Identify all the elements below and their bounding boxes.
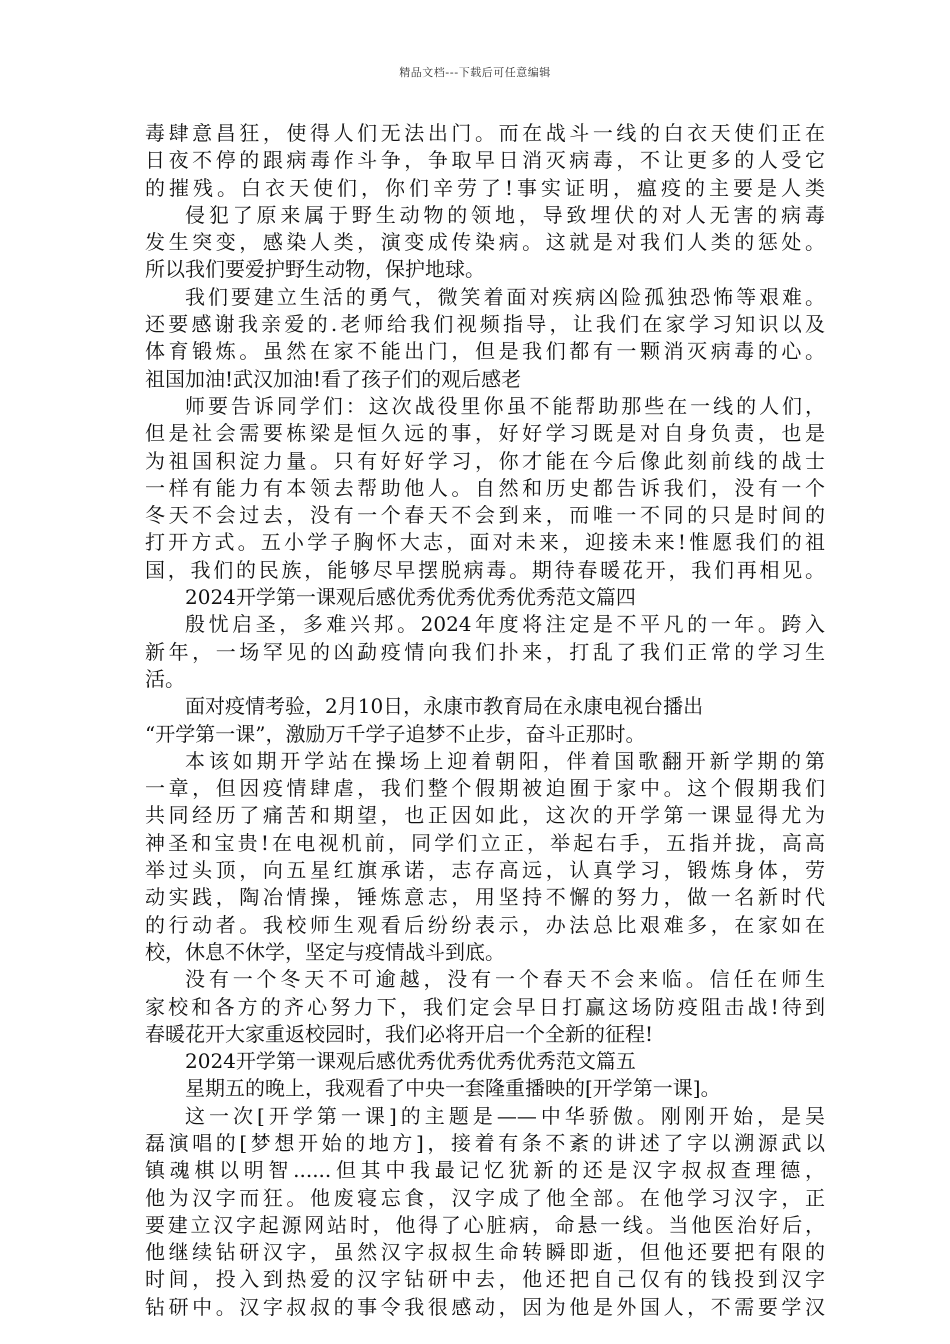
text-line: 镇魂棋以明智......但其中我最记忆犹新的还是汉字叔叔查理德， (145, 1158, 825, 1183)
text-line: 钻研中。汉字叔叔的事令我很感动，因为他是外国人，不需要学汉 (145, 1294, 825, 1319)
document-body (145, 120, 825, 1321)
text-line: 毒肆意昌狂，使得人们无法出门。而在战斗一线的白衣天使们正在 (145, 121, 825, 145)
text-line: 新年，一场罕见的凶勐疫情向我们扑来，打乱了我们正常的学习生 (145, 639, 825, 664)
text-line: 要建立汉字起源网站时，他得了心脏病，命悬一线。当他医治好后， (145, 1212, 825, 1237)
text-line: 春暖花开大家重返校园时，我们必将开启一个全新的征程! (145, 1021, 654, 1046)
text-line: “开学第一课”，激励万千学子追梦不止步，奋斗正那时。 (145, 721, 646, 746)
text-line: 师要告诉同学们：这次战役里你虽不能帮助那些在一线的人们， (185, 393, 825, 418)
text-line: 面对疫情考验，2月10日，永康市教育局在永康电视台播出 (185, 694, 704, 719)
text-line: 家校和各方的齐心努力下，我们定会早日打赢这场防疫阻击战!待到 (145, 994, 825, 1019)
text-line: 他继续钻研汉字，虽然汉字叔叔生命转瞬即逝，但他还要把有限的 (145, 1240, 825, 1265)
page-header: 精品文档---下载后可任意编辑 (399, 66, 551, 79)
text-line: 所以我们要爱护野生动物，保护地球。 (145, 257, 485, 282)
text-line: 为祖国积淀力量。只有好好学习，你才能在今后像此刻前线的战士 (145, 448, 825, 473)
text-line: 共同经历了痛苦和期望，也正因如此，这次的开学第一课显得尤为 (145, 803, 825, 828)
text-line: 殷忧启圣，多难兴邦。2024年度将注定是不平凡的一年。跨入 (185, 612, 825, 637)
text-line: 我们要建立生活的勇气，微笑着面对疾病凶险孤独恐怖等艰难。 (185, 284, 825, 309)
text-line: 日夜不停的跟病毒作斗争，争取早日消灭病毒，不让更多的人受它 (145, 148, 825, 173)
text-line: 侵犯了原来属于野生动物的领地，导致埋伏的对人无害的病毒 (185, 202, 825, 227)
text-line: 举过头顶，向五星红旗承诺，志存高远，认真学习，锻炼身体，劳 (145, 858, 825, 883)
text-line: 发生突变，感染人类，演变成传染病。这就是对我们人类的惩处。 (145, 230, 825, 255)
text-line: 磊演唱的[梦想开始的地方]，接着有条不紊的讲述了字以溯源武以 (145, 1130, 825, 1155)
text-line: 2024开学第一课观后感优秀优秀优秀优秀范文篇五 (185, 1049, 636, 1074)
text-line: 冬天不会过去，没有一个春天不会到来，而唯一不同的只是时间的 (145, 503, 825, 528)
text-line: 国，我们的民族，能够尽早摆脱病毒。期待春暖花开，我们再相见。 (145, 557, 825, 582)
text-line: 动实践，陶冶情操，锤炼意志，用坚持不懈的努力，做一名新时代 (145, 885, 825, 910)
text-line: 这一次[开学第一课]的主题是——中华骄傲。刚刚开始，是吴 (185, 1103, 825, 1128)
text-line: 2024开学第一课观后感优秀优秀优秀优秀范文篇四 (185, 585, 636, 610)
text-line: 一样有能力有本领去帮助他人。自然和历史都告诉我们，没有一个 (145, 475, 825, 500)
text-line: 一章，但因疫情肆虐，我们整个假期被迫囿于家中。这个假期我们 (145, 776, 825, 801)
text-line: 还要感谢我亲爱的.老师给我们视频指导，让我们在家学习知识以及 (145, 312, 825, 337)
text-line: 的摧残。白衣天使们，你们辛劳了!事实证明，瘟疫的主要是人类 (145, 175, 825, 200)
text-line: 他为汉字而狂。他废寝忘食，汉字成了他全部。在他学习汉字，正 (145, 1185, 825, 1210)
text-line: 打开方式。五小学子胸怀大志，面对未来，迎接未来!惟愿我们的祖 (145, 530, 825, 555)
text-line: 祖国加油!武汉加油!看了孩子们的观后感老 (145, 366, 522, 391)
text-line: 时间，投入到热爱的汉字钻研中去，他还把自己仅有的钱投到汉字 (145, 1267, 825, 1292)
text-line: 星期五的晚上，我观看了中央一套隆重播映的[开学第一课]。 (185, 1076, 721, 1101)
text-line: 神圣和宝贵!在电视机前，同学们立正，举起右手，五指并拢，高高 (145, 830, 825, 855)
text-line: 本该如期开学站在操场上迎着朝阳，伴着国歌翻开新学期的第 (185, 748, 825, 773)
text-line: 校，休息不休学，坚定与疫情战斗到底。 (145, 939, 505, 964)
text-line: 的行动者。我校师生观看后纷纷表示，办法总比艰难多，在家如在 (145, 912, 825, 937)
text-line: 但是社会需要栋梁是恒久远的事，好好学习既是对自身负责，也是 (145, 421, 825, 446)
text-line: 体育锻炼。虽然在家不能出门，但是我们都有一颗消灭病毒的心。 (145, 339, 825, 364)
text-line: 没有一个冬天不可逾越，没有一个春天不会来临。信任在师生 (185, 967, 825, 992)
text-line: 活。 (145, 666, 185, 691)
